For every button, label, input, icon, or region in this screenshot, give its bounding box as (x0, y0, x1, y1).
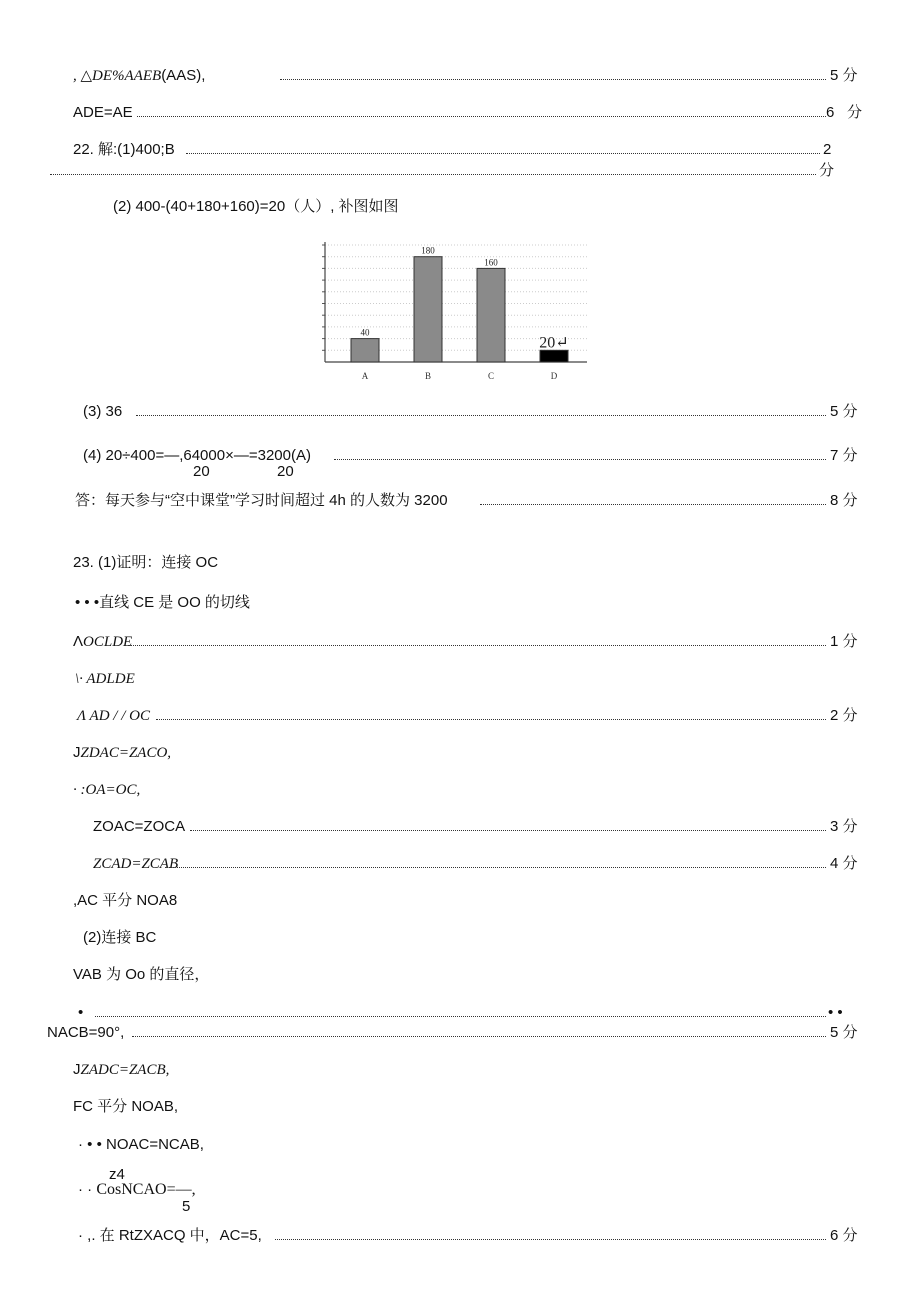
fraction-denominator: 20 (277, 463, 294, 480)
q23-part2: (2)连接 BC (83, 929, 157, 946)
score-unit: 分 (819, 162, 835, 179)
statement: CosNCAO=—, (96, 1181, 196, 1198)
bullet-tail: • • (828, 1004, 843, 1021)
prefix: · · (78, 1181, 93, 1198)
prefix: J (73, 744, 81, 761)
score: 7 分 (830, 447, 858, 464)
proof-line: NACB=90°, (47, 1024, 125, 1041)
proof-line (73, 633, 132, 651)
leader-dots (190, 830, 826, 831)
q22-part3: (3) 36 (83, 403, 123, 420)
proof-line (73, 744, 171, 762)
x-tick-label-A: A (361, 371, 369, 381)
data-label-B: 180 (421, 245, 435, 256)
statement: OCLDE (83, 634, 133, 650)
x-tick-label-B: B (424, 371, 432, 381)
score-number: 6 (826, 104, 835, 121)
leader-dots (95, 1016, 826, 1017)
leader-dots (132, 1036, 826, 1037)
statement: ZADC=ZACB, (80, 1062, 170, 1078)
score: 3 分 (830, 818, 858, 835)
proof-line: ZOAC=ZOCA (93, 818, 186, 835)
score: 5 分 (830, 403, 858, 420)
fraction-denominator: 20 (193, 463, 210, 480)
proof-line: Λ AD / / OC (77, 708, 150, 724)
congruence-line (73, 67, 205, 85)
fraction-denominator: 5 (182, 1198, 191, 1215)
data-label-A: 40 (360, 327, 370, 338)
proof-line: ZCAD=ZCAB (93, 856, 179, 872)
data-label-C: 160 (484, 257, 498, 268)
proof-line: VAB 为 Oo 的直径， (73, 966, 210, 983)
bar-D (540, 350, 568, 362)
bar-chart (315, 238, 595, 386)
leader-dots (186, 153, 820, 154)
bar-A (351, 339, 379, 362)
proof-line: · :OA=OC, (73, 782, 141, 798)
answer-line: 答：每天参与“空中课堂”学习时间超过 4h 的人数为 3200 (75, 492, 448, 509)
congruence-reason: (AAS), (161, 67, 206, 84)
x-tick-label-C: C (487, 371, 495, 381)
score-unit: 分 (847, 104, 863, 121)
leader-dots (480, 504, 826, 505)
prefix: J (73, 1061, 81, 1078)
score-number: 2 (823, 141, 832, 158)
prefix: Λ (73, 633, 84, 650)
fraction-numerator: z4 (109, 1166, 125, 1183)
equality-line: ADE=AE (73, 104, 133, 121)
proof-line (73, 1061, 169, 1079)
score: 8 分 (830, 492, 858, 509)
score: 2 分 (830, 707, 858, 724)
score: 4 分 (830, 855, 858, 872)
bar-C (477, 268, 505, 362)
bullet: • (78, 1004, 84, 1021)
proof-line: \· ADLDE (75, 671, 135, 687)
q23-heading: 23. (1)证明：连接 OC (73, 554, 219, 571)
proof-line: ,AC 平分 NOA8 (73, 892, 178, 909)
leader-dots (275, 1239, 826, 1240)
score: 5 分 (830, 67, 858, 84)
q22-part2: (2) 400-(40+180+160)=20（人）, 补图如图 (113, 198, 399, 215)
proof-line: • • •直线 CE 是 OO 的切线 (75, 594, 250, 611)
proof-line: FC 平分 NOAB, (73, 1098, 179, 1115)
bar-B (414, 257, 442, 362)
proof-line: · • • NOAC=NCAB, (78, 1136, 204, 1153)
leader-dots (165, 867, 826, 868)
proof-line: · ,. 在 RtZXACQ 中，AC=5, (78, 1227, 262, 1244)
congruence-statement: , △DE%AAEB (73, 68, 162, 84)
leader-dots (280, 79, 826, 80)
score: 1 分 (830, 633, 858, 650)
statement: ZDAC=ZACO, (80, 745, 172, 761)
leader-dots (50, 174, 816, 175)
proof-line (78, 1181, 196, 1199)
x-tick-label-D: D (550, 371, 558, 381)
q22-part1: 22. 解:(1)400;B (73, 141, 175, 158)
leader-dots (128, 645, 826, 646)
q22-part4: (4) 20÷400=—,64000×—=3200(A) (83, 447, 311, 464)
data-label-D: 20↵ (539, 334, 569, 352)
leader-dots (156, 719, 826, 720)
leader-dots (136, 415, 826, 416)
leader-dots (334, 459, 826, 460)
score: 6 分 (830, 1227, 858, 1244)
score: 5 分 (830, 1024, 858, 1041)
leader-dots (137, 116, 826, 117)
